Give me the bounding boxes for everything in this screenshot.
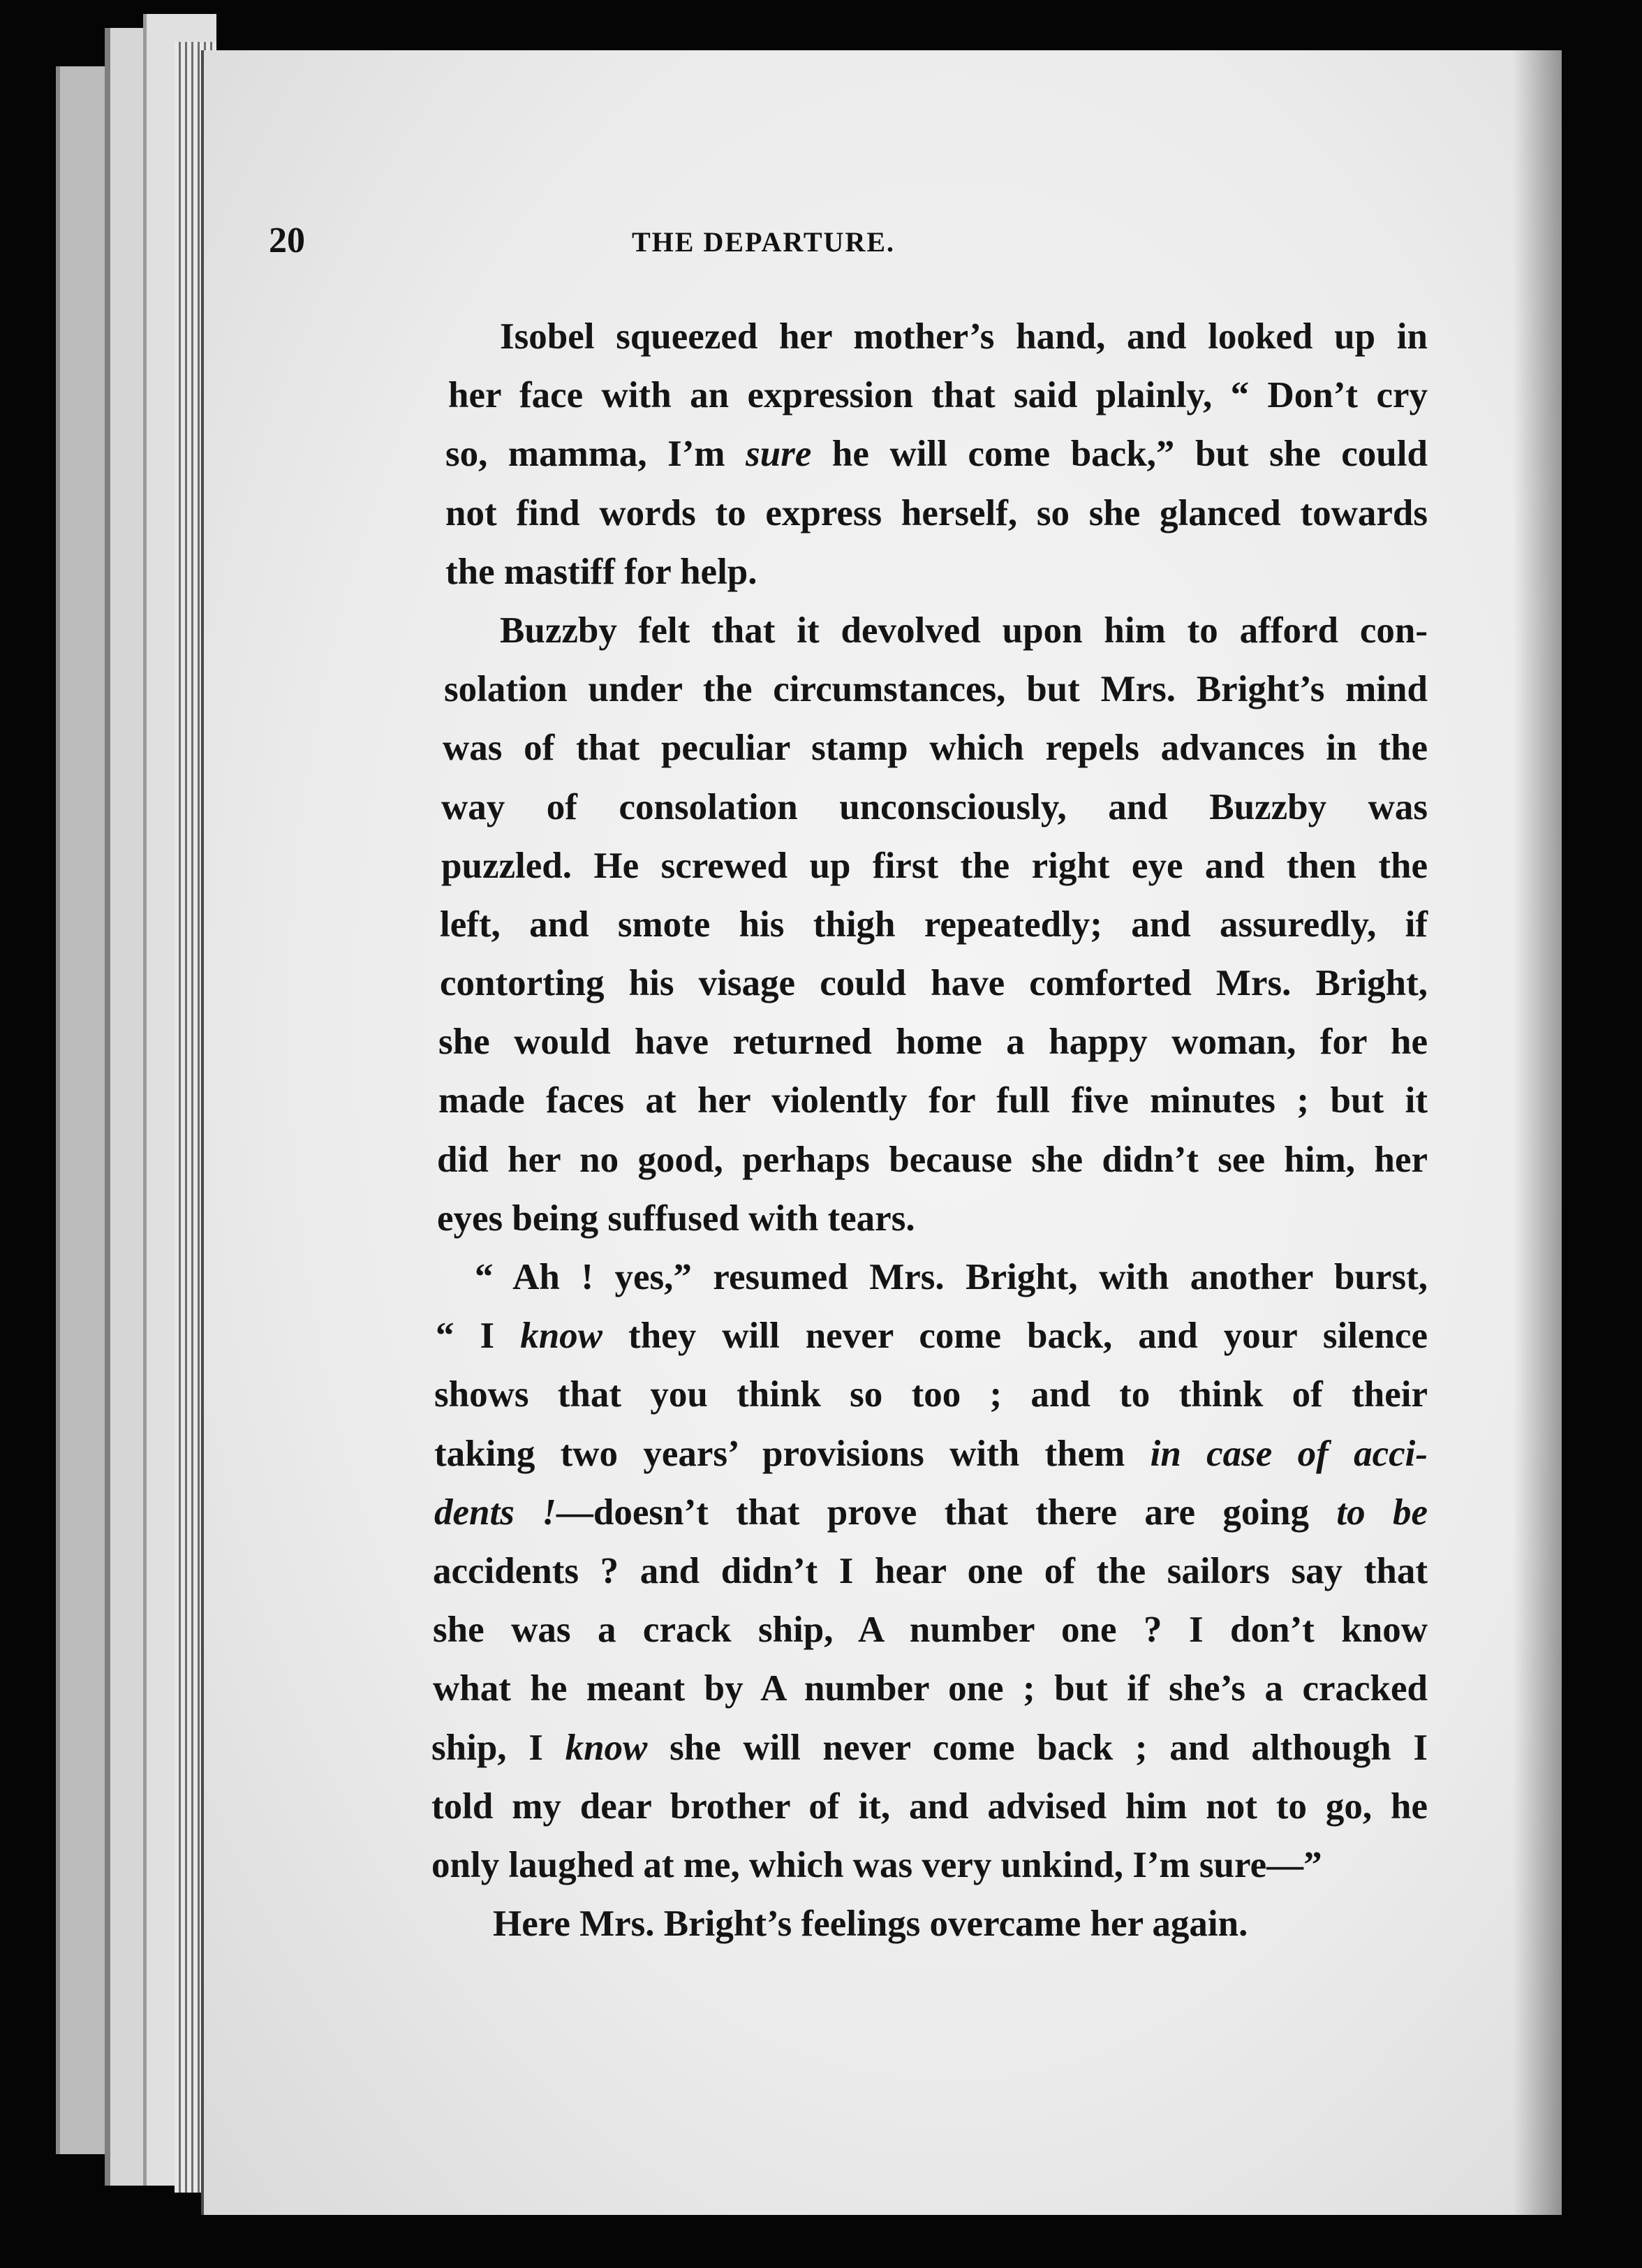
text-line: told my dear brother of it, and advised him not to go, he: [431, 1785, 1428, 1827]
text-line: only laughed at me, which was very unkind, I’m sure—”: [431, 1844, 1322, 1885]
text-line: solation under the circumstances, but Mrs. Bright’s mind: [444, 669, 1428, 710]
text-line: taking two years’ provisions with them in case of acci-: [434, 1433, 1428, 1474]
text-line: left, and smote his thigh repeatedly; and assuredly, if: [440, 904, 1428, 945]
text-line: “ I know they will never come back, and your silence: [436, 1316, 1428, 1357]
text-line: Here Mrs. Bright’s feelings overcame her again.: [493, 1904, 1248, 1945]
page-header: [269, 220, 1414, 262]
text-line: made faces at her violently for full five minutes ; but it: [438, 1080, 1428, 1121]
running-head: THE DEPARTURE.: [632, 226, 896, 258]
text-line: eyes being suffused with tears.: [437, 1198, 915, 1239]
text-line: contorting his visage could have comforted Mrs. Bright,: [440, 963, 1428, 1004]
text-line: so, mamma, I’m sure he will come back,” but she could: [445, 434, 1428, 475]
text-line: accidents ? and didn’t I hear one of the sailors say that: [433, 1550, 1428, 1591]
text-line: puzzled. He screwed up first the right eye and then the: [441, 845, 1428, 886]
text-line: way of consolation unconsciously, and Buzzby was: [441, 786, 1428, 827]
text-line: ship, I know she will never come back ; and although I: [431, 1727, 1428, 1768]
text-line: she would have returned home a happy woman, for he: [438, 1022, 1428, 1063]
text-line: her face with an expression that said plainly, “ Don’t cry: [448, 375, 1428, 416]
text-line: the mastiff for help.: [445, 551, 757, 592]
body-text: [431, 307, 1428, 1953]
text-line: Buzzby felt that it devolved upon him to afford con-: [500, 610, 1428, 651]
text-line: “ Ah ! yes,” resumed Mrs. Bright, with another burst,: [475, 1257, 1428, 1297]
text-line: not find words to express herself, so she glanced towards: [445, 492, 1428, 533]
text-line: she was a crack ship, A number one ? I don’t know: [433, 1610, 1428, 1651]
text-line: did her no good, perhaps because she didn’t see him, her: [437, 1139, 1428, 1180]
text-line: dents !—doesn’t that prove that there are going to be: [434, 1492, 1428, 1533]
text-line: was of that peculiar stamp which repels advances in the: [443, 728, 1428, 769]
gutter-shadow: [1513, 50, 1562, 2215]
text-line: shows that you think so too ; and to think of their: [434, 1374, 1428, 1415]
text-line: what he meant by A number one ; but if she’s a cracked: [433, 1668, 1428, 1709]
text-line: Isobel squeezed her mother’s hand, and looked up in: [500, 316, 1428, 357]
page-number: 20: [269, 221, 305, 260]
